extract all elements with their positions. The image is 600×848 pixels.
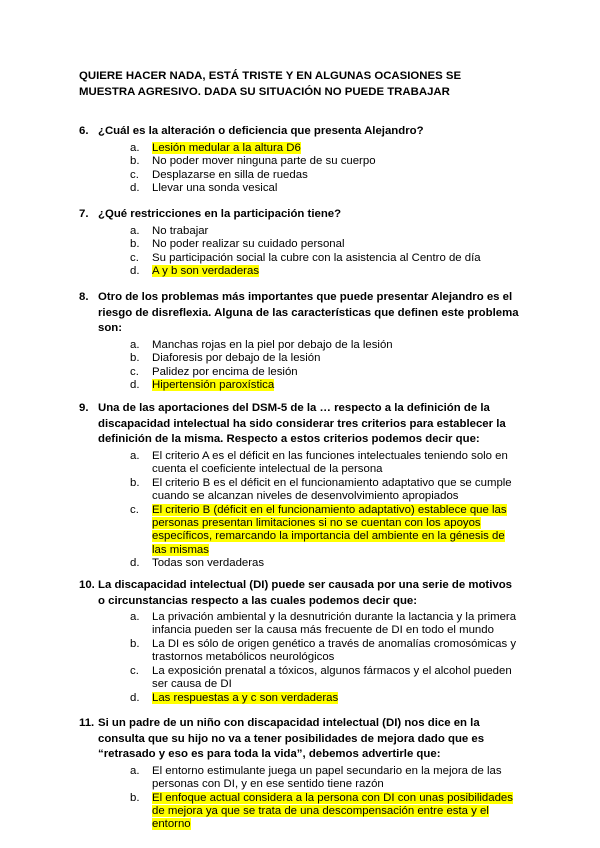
option-c: c. La exposición prenatal a tóxicos, algunos fármacos y el alcohol pueden ser causa de DI: [130, 665, 512, 691]
option-text: El criterio A es el déficit en las funciones intelectuales teniendo solo en cuenta el coeficiente intelectual de la persona: [152, 449, 508, 475]
option-b: b. El enfoque actual considera a la persona con DI con unas posibilidades de mejora ya que se trata de una descompensación entre esta y el entorno: [130, 791, 513, 831]
option-text: No trabajar: [152, 224, 209, 237]
option-text: Hipertensión paroxística: [152, 379, 275, 392]
option-b: b. El criterio B es el déficit en el funcionamiento adaptativo que se cumple cuando se alcanzan niveles de desenvolvimiento apropiados: [130, 476, 512, 502]
option-text: El enfoque actual considera a la persona con DI con unas posibilidades de mejora ya que se trata de una descompensación entre esta y el entorno: [152, 791, 513, 831]
question-text: ¿Qué restricciones en la participación tiene?: [98, 208, 342, 220]
option-c: c. Desplazarse en silla de ruedas: [130, 168, 308, 181]
option-d: d. Hipertensión paroxística: [130, 379, 275, 392]
option-d: d. Llevar una sonda vesical: [130, 182, 278, 195]
option-c: c. Palidez por encima de lesión: [130, 365, 298, 378]
option-text: El criterio B (déficit en el funcionamiento adaptativo) establece que las personas presentan limitaciones si no se cuentan con los apoyos específicos, remarcando la importancia del ambiente en la génesis de las mismas: [152, 503, 507, 556]
option-a: a. El criterio A es el déficit en las funciones intelectuales teniendo solo en cuenta el coeficiente intelectual de la persona: [130, 449, 508, 475]
question-7: [79, 207, 519, 279]
option-text: Lesión medular a la altura D6: [152, 141, 301, 154]
question-number: 7.: [79, 208, 89, 220]
question-number: 11.: [79, 717, 95, 729]
option-text: La exposición prenatal a tóxicos, algunos fármacos y el alcohol pueden ser causa de DI: [152, 665, 512, 691]
option-d: d. Las respuestas a y c son verdaderas: [130, 692, 339, 704]
option-text: No poder realizar su cuidado personal: [152, 238, 345, 251]
question-number: 10.: [79, 579, 95, 591]
option-a: a. No trabajar: [130, 224, 209, 237]
question-number: 9.: [79, 402, 89, 414]
option-d: d. Todas son verdaderas: [130, 557, 265, 570]
option-text: El criterio B es el déficit en el funcionamiento adaptativo que se cumple cuando se alcanzan niveles de desenvolvimiento apropiados: [152, 476, 512, 502]
question-number: 8.: [79, 291, 89, 303]
option-b: b. No poder realizar su cuidado personal: [130, 238, 345, 251]
question-text: ¿Cuál es la alteración o deficiencia que presenta Alejandro?: [98, 125, 424, 137]
option-text: Todas son verdaderas: [152, 557, 265, 570]
option-text: Su participación social la cubre con la asistencia al Centro de día: [152, 251, 481, 264]
question-9: [79, 401, 519, 571]
intro-text: QUIERE HACER NADA, ESTÁ TRISTE Y EN ALGUNAS OCASIONES SE MUESTRA AGRESIVO. DADA SU SITUACIÓN NO PUEDE TRABAJAR: [79, 70, 462, 98]
option-b: b. Diaforesis por debajo de la lesión: [130, 352, 321, 365]
option-text: Llevar una sonda vesical: [152, 182, 278, 195]
option-a: a. El entorno estimulante juega un papel secundario en la mejora de las personas con DI, y en ese sentido tiene razón: [130, 764, 502, 790]
option-text: El entorno estimulante juega un papel secundario en la mejora de las personas con DI, y en ese sentido tiene razón: [152, 764, 502, 790]
question-text: Otro de los problemas más importantes que puede presentar Alejandro es el riesgo de disreflexia. Alguna de las características que definen este problema son:: [98, 291, 519, 334]
option-text: La privación ambiental y la desnutrición durante la lactancia y la primera infancia pueden ser la causa más frecuente de DI en todo el mundo: [152, 611, 517, 637]
option-d: d. A y b son verdaderas: [130, 265, 260, 278]
option-text: No poder mover ninguna parte de su cuerpo: [152, 155, 376, 168]
option-text: La DI es sólo de origen genético a través de anomalías cromosómicas y trastornos metabólicos neurológicos: [152, 638, 517, 664]
question-text: Si un padre de un niño con discapacidad intelectual (DI) nos dice en la consulta que su hijo no va a tener posibilidades de mejora dado que es “retrasado y eso es para toda la vida”, debemos advertirle que:: [98, 717, 485, 760]
option-c: c. Su participación social la cubre con la asistencia al Centro de día: [130, 251, 481, 264]
option-text: Las respuestas a y c son verdaderas: [152, 692, 339, 704]
option-a: a. Lesión medular a la altura D6: [130, 141, 301, 154]
option-b: b. No poder mover ninguna parte de su cuerpo: [130, 155, 376, 168]
option-c: c. El criterio B (déficit en el funcionamiento adaptativo) establece que las personas presentan limitaciones si no se cuentan con los apoyos específicos, remarcando la importancia del ambiente en la génesis de las mismas: [130, 503, 507, 556]
question-number: 6.: [79, 125, 89, 137]
option-text: Desplazarse en silla de ruedas: [152, 168, 308, 181]
option-text: A y b son verdaderas: [152, 265, 260, 278]
question-text: Una de las aportaciones del DSM-5 de la … respecto a la definición de la discapacidad intelectual ha sido considerar tres criterios para establecer la definición de la misma. Respecto a estos criterios podemos decir que:: [98, 402, 506, 445]
option-a: a. Manchas rojas en la piel por debajo de la lesión: [130, 338, 393, 351]
question-10: [79, 578, 519, 706]
option-text: Palidez por encima de lesión: [152, 365, 298, 378]
question-6: [79, 124, 519, 196]
question-8: [79, 290, 519, 393]
option-text: Diaforesis por debajo de la lesión: [152, 352, 321, 365]
question-11: [79, 716, 519, 832]
question-text: La discapacidad intelectual (DI) puede ser causada por una serie de motivos o circunstancias respecto a las cuales podemos decir que:: [98, 579, 512, 607]
option-text: Manchas rojas en la piel por debajo de la lesión: [152, 338, 393, 351]
option-a: a. La privación ambiental y la desnutrición durante la lactancia y la primera infancia pueden ser la causa más frecuente de DI en todo el mundo: [130, 611, 517, 637]
option-b: b. La DI es sólo de origen genético a través de anomalías cromosómicas y trastornos metabólicos neurológicos: [130, 638, 517, 664]
